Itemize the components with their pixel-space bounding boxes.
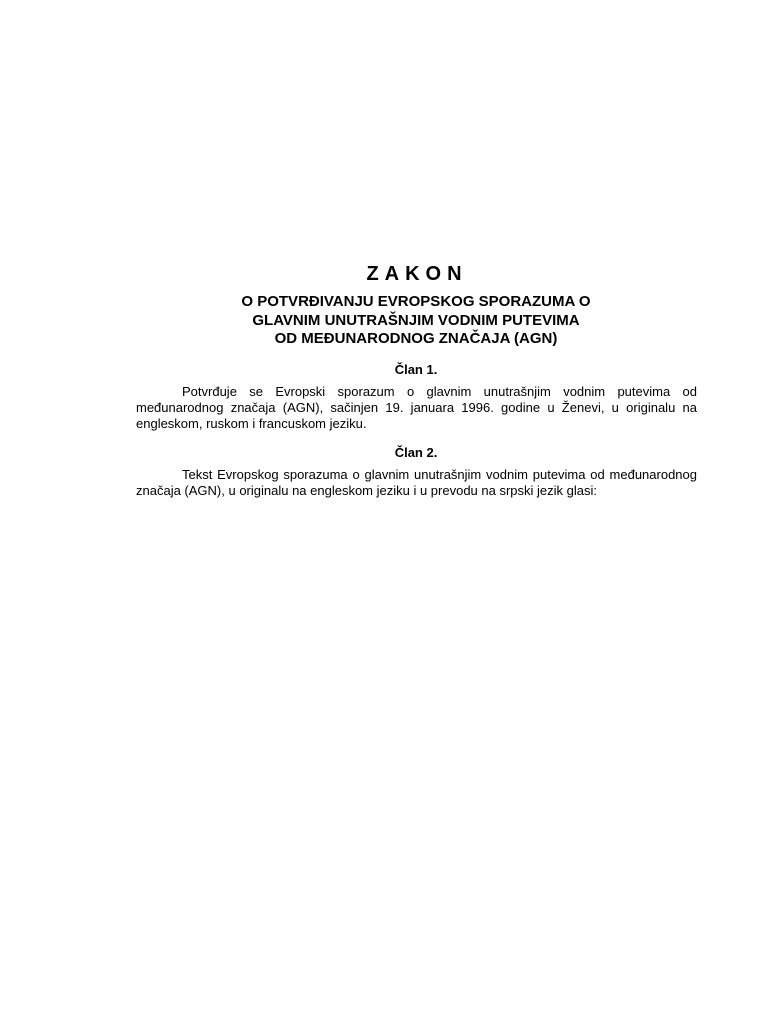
article-1-heading: Član 1.: [394, 362, 438, 377]
subtitle-line: O POTVRĐIVANJU EVROPSKOG SPORAZUMA O: [241, 293, 591, 310]
subtitle-line: GLAVNIM UNUTRAŠNJIM VODNIM PUTEVIMA: [252, 311, 580, 329]
article-2-heading: Član 2.: [394, 445, 438, 460]
article-1-text: Potvrđuje se Evropski sporazum o glavnim unutrašnjim vodnim putevima od međunarodnog značaja (AGN), sačinjen 19. januara 1996. godine u Ženevi, u originalu na engleskom, ruskom i francuskom jeziku.: [136, 384, 697, 431]
law-title: ZAKON: [366, 263, 468, 285]
law-subtitle: [0, 293, 770, 349]
subtitle-line: OD MEĐUNARODNOG ZNAČAJA (AGN): [274, 330, 558, 347]
article-2-text: Tekst Evropskog sporazuma o glavnim unutrašnjim vodnim putevima od međunarodnog značaja (AGN), u originalu na engleskom jeziku i u prevodu na srpski jezik glasi:: [136, 467, 697, 498]
